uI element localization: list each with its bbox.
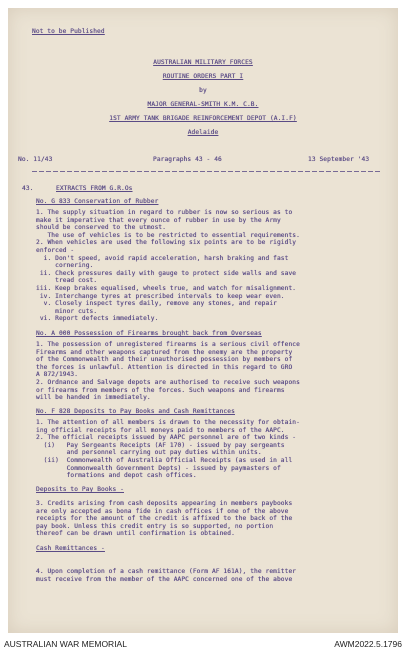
text-line: cornering.: [36, 262, 94, 270]
text-line: and personnel carrying out pay duties within units.: [36, 449, 262, 457]
text-line: ii. Check pressures daily with gauge to protect side walls and save: [36, 269, 297, 277]
order-body: [36, 568, 381, 583]
text-line: 2. When vehicles are used the following six points are to be rigidly: [36, 239, 297, 247]
text-line: should be conserved to the utmost.: [36, 224, 167, 232]
text-line: 1. The supply situation in regard to rubber is now so serious as to: [36, 209, 293, 216]
text-line: 1. The possession of unregistered firearms is a serious civil offence: [36, 341, 300, 348]
formation-name: 1ST ARMY TANK BRIGADE REINFORCEMENT DEPOT (A.I.F): [109, 115, 297, 122]
subheading: Cash Remittances -: [36, 545, 105, 552]
text-line: will be handed in immediately.: [36, 394, 151, 402]
text-line: 2. Ordnance and Salvage depots are authorised to receive such weapons: [36, 378, 300, 386]
archive-id: AWM2022.5.1796: [334, 639, 402, 649]
order-body: [36, 341, 381, 402]
text-line: enforced -: [36, 246, 75, 254]
text-line: pay book. Unless this credit entry is so supported, no portion: [36, 522, 274, 530]
subheading: Deposits to Pay Books -: [36, 486, 124, 493]
divider: [32, 171, 382, 172]
archive-source: AUSTRALIAN WAR MEMORIAL: [4, 639, 127, 649]
section-number: 43.: [22, 185, 34, 192]
order-heading: No. F 828 Deposits to Pay Books and Cash Remittances: [36, 408, 235, 415]
section-title: EXTRACTS FROM G.R.Os: [56, 185, 133, 192]
text-line: (i) Pay Sergeants Receipts (AF 170) - issued by pay sergeants: [36, 441, 285, 449]
force-heading: AUSTRALIAN MILITARY FORCES: [153, 59, 253, 66]
text-line: Commonwealth Government Depts) - issued by paymasters of: [36, 464, 281, 472]
order-date: 13 September '43: [308, 156, 370, 163]
text-line: the forces is unlawful. Attention is directed in this regard to GRO: [36, 363, 293, 371]
text-line: 2. The official receipts issued by AAPC personnel are of two kinds -: [36, 434, 297, 442]
text-line: of the Commonwealth and their unauthorised possession by members of: [36, 356, 293, 364]
text-line: are only accepted as bona fide in cash offices if one of the above: [36, 507, 289, 515]
text-line: (ii) Commonwealth of Australia Official Receipts (as used in all: [36, 456, 293, 464]
text-line: vi. Report defects immediately.: [36, 315, 159, 323]
paragraph-range: Paragraphs 43 - 46: [153, 156, 222, 163]
order-heading: No. A 000 Possession of Firearms brought back from Overseas: [36, 330, 262, 337]
text-line: or firearms from members of the forces. Such weapons and firearms: [36, 386, 285, 394]
text-line: minor cuts.: [36, 307, 98, 315]
order-body: [36, 419, 381, 480]
text-line: The use of vehicles is to be restricted to essential requirements.: [36, 231, 300, 239]
document-page: [8, 8, 398, 633]
text-line: 3. Credits arising from cash deposits appearing in members paybooks: [36, 500, 293, 507]
location: Adelaide: [187, 129, 219, 136]
text-line: thereof can be drawn until confirmation is obtained.: [36, 530, 235, 538]
text-line: A 872/1943.: [36, 371, 79, 379]
order-body: [36, 500, 381, 538]
officer-name: MAJOR GENERAL-SMITH K.M. C.B.: [147, 101, 259, 108]
order-number: No. 11/43: [18, 156, 53, 163]
text-line: tread cost.: [36, 277, 98, 285]
text-line: i. Don't speed, avoid rapid acceleration, harsh braking and fast: [36, 254, 289, 262]
order-heading: No. G 833 Conservation of Rubber: [36, 198, 159, 205]
text-line: make it imperative that every ounce of rubber in use by the Army: [36, 216, 281, 224]
text-line: receipts for the amount of the credit is affixed to the back of the: [36, 515, 293, 523]
text-line: 4. Upon completion of a cash remittance (Form AF 161A), the remitter: [36, 568, 297, 575]
text-line: iv. Interchange tyres at prescribed intervals to keep wear even.: [36, 292, 285, 300]
text-line: v. Closely inspect tyres daily, remove any stones, and repair: [36, 300, 277, 308]
by-line: by: [199, 87, 207, 94]
text-line: Firearms and other weapons captured from the enemy are the property: [36, 348, 293, 356]
text-line: ing official receipts for all moneys paid to members of the AAPC.: [36, 426, 285, 434]
text-line: iii. Keep brakes equalised, wheels true, and watch for misalignment.: [36, 284, 297, 292]
text-line: must receive from the member of the AAPC concerned one of the above: [36, 575, 293, 583]
orders-title: ROUTINE ORDERS PART I: [162, 73, 244, 80]
restriction-notice: Not to be Published: [32, 28, 105, 35]
text-line: 1. The attention of all members is drawn to the necessity for obtain-: [36, 419, 300, 426]
text-line: formations and depot cash offices.: [36, 472, 197, 480]
order-body: [36, 209, 381, 323]
